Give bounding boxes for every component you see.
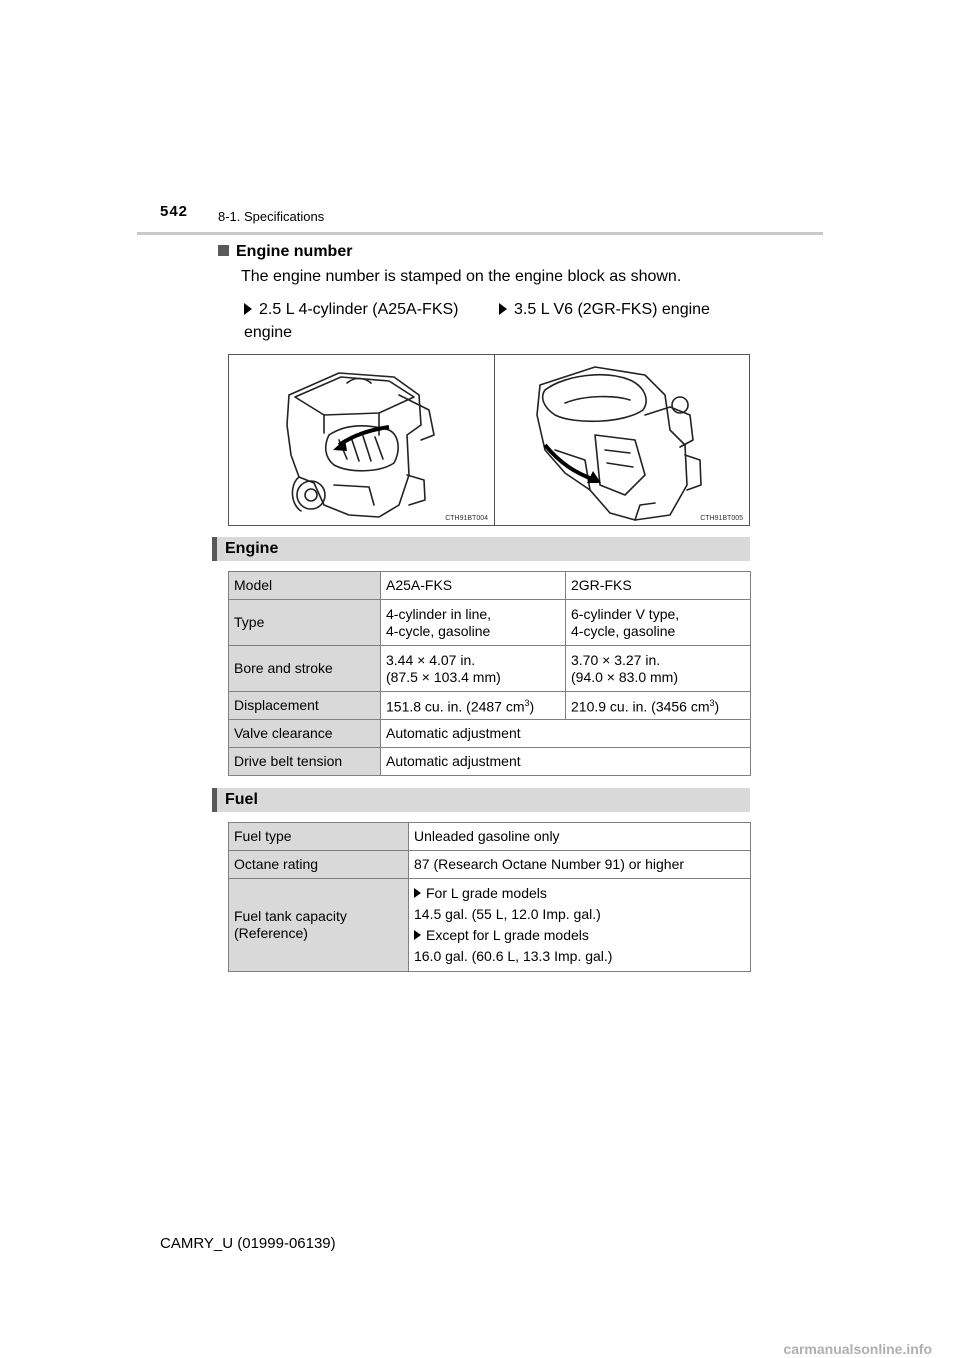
row-label: Drive belt tension bbox=[229, 748, 381, 776]
engine-section-title: Engine bbox=[225, 540, 279, 557]
row-label: Type bbox=[229, 600, 381, 646]
cell-value: Unleaded gasoline only bbox=[409, 823, 751, 851]
fuel-section-title: Fuel bbox=[225, 791, 258, 808]
other-grade-title bbox=[414, 925, 745, 946]
table-row bbox=[229, 646, 751, 692]
cell-line: 4-cycle, gasoline bbox=[386, 622, 491, 639]
row-label: Displacement bbox=[229, 692, 381, 720]
manual-code: CAMRY_U (01999-06139) bbox=[160, 1235, 336, 1252]
caption-text-2gr: 3.5 L V6 (2GR-FKS) engine bbox=[514, 301, 710, 318]
l-grade-title-text: For L grade models bbox=[426, 885, 547, 901]
row-label: Bore and stroke bbox=[229, 646, 381, 692]
label-line: (Reference) bbox=[234, 925, 308, 941]
table-row bbox=[229, 720, 751, 748]
cell-line: 3.70 × 3.27 in. bbox=[571, 651, 661, 668]
row-label: Valve clearance bbox=[229, 720, 381, 748]
cell-line: (94.0 × 83.0 mm) bbox=[571, 668, 678, 685]
cell-2gr bbox=[566, 692, 751, 720]
cell-text: ) bbox=[529, 698, 535, 715]
superscript: 3 bbox=[524, 698, 530, 709]
table-row bbox=[229, 572, 751, 600]
cell-a25a: A25A-FKS bbox=[381, 572, 566, 600]
cell-line: 6-cylinder V type, bbox=[571, 605, 680, 622]
cell-line: (87.5 × 103.4 mm) bbox=[386, 668, 501, 685]
page-number: 542 bbox=[160, 203, 189, 220]
header-divider bbox=[137, 232, 823, 235]
table-row bbox=[229, 600, 751, 646]
heading-marker bbox=[212, 537, 217, 561]
figure-code-2gr: CTH91BT005 bbox=[700, 515, 743, 522]
cell-value bbox=[409, 879, 751, 972]
table-row bbox=[229, 823, 751, 851]
other-grade-title-text: Except for L grade models bbox=[426, 927, 589, 943]
cell-value: Automatic adjustment bbox=[381, 748, 751, 776]
cell-line: 4-cycle, gasoline bbox=[571, 622, 676, 639]
caption-text-a25a: 2.5 L 4-cylinder (A25A-FKS) engine bbox=[244, 301, 459, 341]
figure-code-a25a: CTH91BT004 bbox=[445, 515, 488, 522]
cell-2gr bbox=[566, 600, 751, 646]
row-label: Fuel type bbox=[229, 823, 409, 851]
engine-number-heading bbox=[218, 243, 352, 261]
figure-caption-2gr bbox=[499, 298, 749, 321]
watermark: carmanualsonline.info bbox=[783, 1341, 932, 1357]
engine-drawing-2gr bbox=[495, 355, 749, 525]
engine-number-heading-text: Engine number bbox=[236, 243, 353, 260]
row-label: Model bbox=[229, 572, 381, 600]
square-bullet-icon bbox=[218, 245, 229, 256]
engine-illustration-2gr bbox=[494, 354, 750, 526]
heading-marker bbox=[212, 788, 217, 812]
section-title: 8-1. Specifications bbox=[218, 209, 325, 224]
figure-caption-a25a bbox=[244, 298, 494, 344]
table-row bbox=[229, 851, 751, 879]
triangle-bullet-icon bbox=[499, 303, 507, 315]
table-row bbox=[229, 692, 751, 720]
engine-drawing-a25a bbox=[229, 355, 494, 525]
cell-2gr bbox=[566, 646, 751, 692]
cell-line: 3.44 × 4.07 in. bbox=[386, 651, 476, 668]
cell-value: 87 (Research Octane Number 91) or higher bbox=[409, 851, 751, 879]
triangle-bullet-icon bbox=[414, 930, 421, 940]
cell-a25a bbox=[381, 692, 566, 720]
cell-text: ) bbox=[714, 698, 720, 715]
engine-number-description: The engine number is stamped on the engine block as shown. bbox=[241, 268, 682, 285]
cell-a25a bbox=[381, 646, 566, 692]
row-label: Octane rating bbox=[229, 851, 409, 879]
engine-section-heading bbox=[212, 537, 750, 561]
fuel-section-heading bbox=[212, 788, 750, 812]
row-label bbox=[229, 879, 409, 972]
cell-a25a bbox=[381, 600, 566, 646]
triangle-bullet-icon bbox=[414, 888, 421, 898]
fuel-spec-table bbox=[228, 822, 751, 972]
table-row bbox=[229, 748, 751, 776]
cell-text: 210.9 cu. in. (3456 cm bbox=[571, 698, 710, 715]
cell-2gr: 2GR-FKS bbox=[566, 572, 751, 600]
cell-text: 151.8 cu. in. (2487 cm bbox=[386, 698, 525, 715]
table-row bbox=[229, 879, 751, 972]
triangle-bullet-icon bbox=[244, 303, 252, 315]
l-grade-value: 14.5 gal. (55 L, 12.0 Imp. gal.) bbox=[414, 906, 601, 922]
engine-illustration-a25a bbox=[228, 354, 495, 526]
l-grade-title bbox=[414, 883, 745, 904]
engine-spec-table bbox=[228, 571, 751, 776]
label-line: Fuel tank capacity bbox=[234, 908, 347, 924]
other-grade-value: 16.0 gal. (60.6 L, 13.3 Imp. gal.) bbox=[414, 948, 613, 964]
superscript: 3 bbox=[709, 698, 715, 709]
cell-line: 4-cylinder in line, bbox=[386, 605, 492, 622]
cell-value: Automatic adjustment bbox=[381, 720, 751, 748]
